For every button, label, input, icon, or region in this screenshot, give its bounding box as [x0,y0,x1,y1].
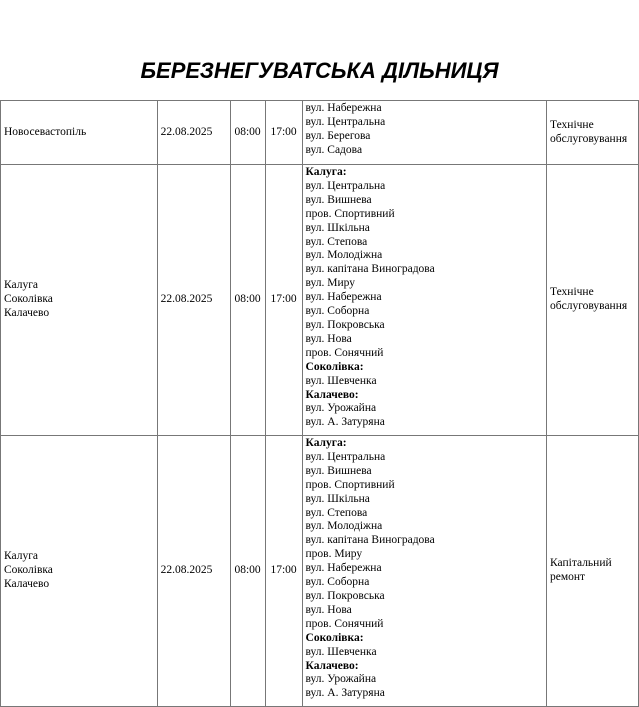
street-item: вул. Центральна [305,179,386,192]
street-item: вул. А. Затуряна [305,416,385,429]
page-title: БЕРЕЗНЕГУВАТСЬКА ДІЛЬНИЦЯ [140,58,499,83]
street-item: вул. Миру [305,277,356,290]
street-item: пров. Миру [305,548,363,561]
table-row [1,436,639,707]
street-item: вул. Нова [305,332,352,345]
street-item: вул. Соборна [305,576,370,589]
table-body [1,101,639,707]
street-item: пров. Спортивний [305,478,395,491]
street-item: вул. Шкільна [305,221,370,234]
outage-schedule-table [0,100,639,707]
table-row [1,165,639,436]
street-item: вул. капітана Виноградова [305,534,435,547]
settlements-cell [1,101,158,165]
street-item: вул. А. Затуряна [305,687,385,700]
street-item: вул. Степова [305,506,368,519]
settlement-name: Калуга [4,279,39,292]
date-cell: 22.08.2025 [157,101,230,165]
reason-cell: Капітальний ремонт [547,436,639,707]
street-item: пров. Спортивний [305,207,395,220]
street-item: вул. Урожайна [305,402,377,415]
street-item: вул. Центральна [305,450,386,463]
start-time-cell: 08:00 [230,165,265,436]
street-item: вул. Садова [305,143,363,156]
settlement-name: Соколівка [4,564,53,577]
street-item: вул. Нова [305,603,352,616]
street-item: вул. Набережна [305,291,382,304]
street-item: вул. капітана Виноградова [305,263,435,276]
addresses-cell [302,165,546,436]
street-item: вул. Покровська [305,589,385,602]
street-item: вул. Молодіжна [305,520,383,533]
settlements-cell [1,436,158,707]
settlement-name: Калачево [4,577,50,590]
start-time-cell: 08:00 [230,436,265,707]
settlement-heading: Калуга: [305,166,347,178]
start-time-cell: 08:00 [230,101,265,165]
settlements-cell [1,165,158,436]
street-item: вул. Шевченка [305,645,377,658]
street-item: вул. Степова [305,235,368,248]
street-item: вул. Шевченка [305,374,377,387]
street-item: вул. Молодіжна [305,249,383,262]
street-item: вул. Берегова [305,129,371,142]
settlement-heading: Калачево: [305,388,359,401]
street-item: вул. Набережна [305,102,382,114]
settlement-heading: Соколівка: [305,360,364,373]
street-item: пров. Сонячний [305,617,384,630]
street-item: вул. Покровська [305,318,385,331]
street-item: пров. Сонячний [305,346,384,359]
street-item: вул. Соборна [305,305,370,318]
settlement-name: Новосевастопіль [4,125,87,138]
addresses-cell [302,101,546,165]
end-time-cell: 17:00 [265,436,302,707]
street-item: вул. Шкільна [305,492,370,505]
street-item: вул. Набережна [305,562,382,575]
end-time-cell: 17:00 [265,101,302,165]
settlement-heading: Соколівка: [305,631,364,644]
street-item: вул. Вишнева [305,193,372,206]
settlement-heading: Калачево: [305,659,359,672]
reason-cell: Технічне обслуговування [547,165,639,436]
addresses-cell [302,436,546,707]
street-item: вул. Вишнева [305,464,372,477]
settlement-name: Калуга [4,550,39,563]
street-item: вул. Урожайна [305,673,377,686]
settlement-heading: Калуга: [305,437,347,449]
table-row [1,101,639,165]
street-item: вул. Центральна [305,115,386,128]
date-cell: 22.08.2025 [157,436,230,707]
settlement-name: Соколівка [4,293,53,306]
end-time-cell: 17:00 [265,165,302,436]
settlement-name: Калачево [4,306,50,319]
reason-cell: Технічне обслуговування [547,101,639,165]
date-cell: 22.08.2025 [157,165,230,436]
